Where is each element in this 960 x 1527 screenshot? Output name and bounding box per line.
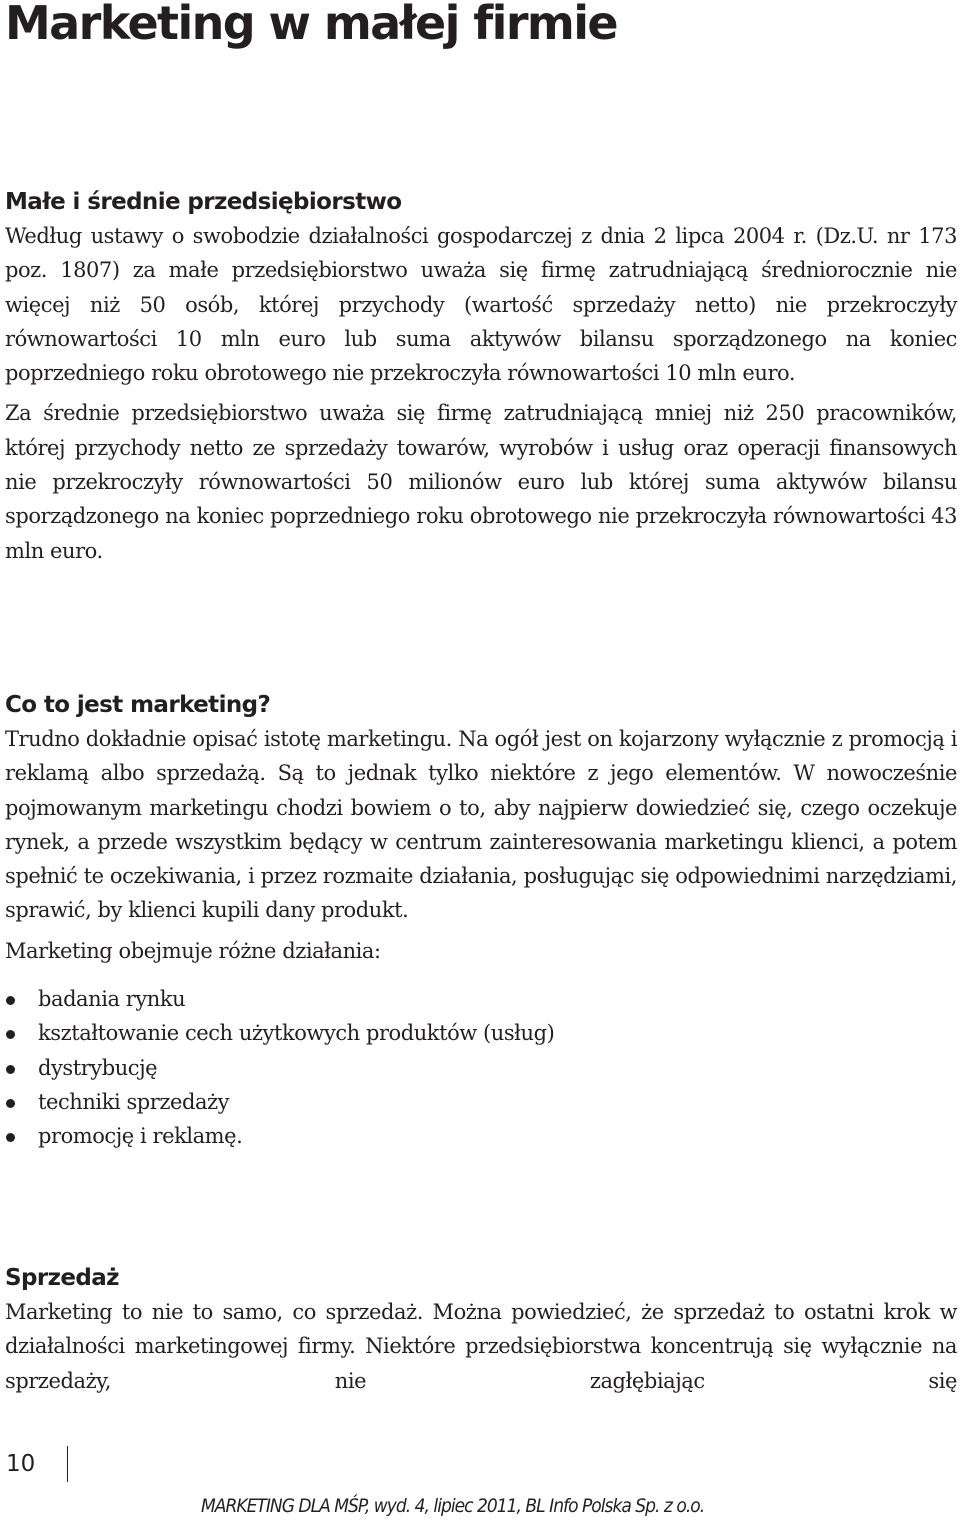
paragraph: Marketing to nie to samo, co sprzedaż. Można powiedzieć, że sprzedaż to ostatni krok w działalności marketingowej firmy. Niektóre przedsiębiorstwa koncentrują się wyłącznie na sprzedaży, nie zagłębiając się <box>5 1300 957 1393</box>
section-heading: Sprzedaż <box>5 1265 119 1291</box>
paragraph: Marketing obejmuje różne działania: <box>5 938 381 963</box>
bullet-icon <box>6 1030 15 1039</box>
list-item: promocję i reklamę. <box>5 1119 957 1153</box>
section-what-is-marketing <box>5 688 957 1154</box>
section-sales <box>5 1261 957 1404</box>
list-item: kształtowanie cech użytkowych produktów (usług) <box>5 1016 957 1050</box>
list-item: badania rynku <box>5 982 957 1016</box>
bullet-icon <box>6 1065 15 1074</box>
paragraph: Za średnie przedsiębiorstwo uważa się firmę zatrudniającą mniej niż 250 pracowników, której przychody netto ze sprzedaży towarów, wyrobów i usług oraz operacji finansowych nie przekroczyły równowartości 50 milionów euro lub której suma aktywów bilansu sporządzonego na koniec poprzedniego roku obrotowego nie przekroczyła równowartości 43 mln euro. <box>5 401 957 563</box>
list-item: techniki sprzedaży <box>5 1085 957 1119</box>
bullet-list <box>5 982 957 1153</box>
paragraph: Trudno dokładnie opisać istotę marketingu. Na ogół jest on kojarzony wyłącznie z promocją i reklamą albo sprzedażą. Są to jednak tylko niektóre z jego elementów. W nowocześnie pojmowanym marketingu chodzi bowiem o to, aby najpierw dowiedzieć się, czego oczekuje rynek, a przede wszystkim będący w centrum zainteresowania marketingu klienci, a potem spełnić te oczekiwania, i przez rozmaite działania, posługując się odpowiednimi narzędziami, sprawić, by klienci kupili dany produkt. <box>5 727 957 923</box>
section-sme <box>5 185 957 574</box>
section-heading: Co to jest marketing? <box>5 692 271 718</box>
page-title: Marketing w małej firmie <box>5 0 618 50</box>
page-number: 10 <box>6 1451 36 1477</box>
section-heading: Małe i średnie przedsiębiorstwo <box>5 189 402 215</box>
bullet-icon <box>6 1133 15 1142</box>
list-item: dystrybucję <box>5 1051 957 1085</box>
publication-footer: MARKETING DLA MŚP, wyd. 4, lipiec 2011, BL Info Polska Sp. z o.o. <box>201 1495 705 1517</box>
page-number-divider <box>67 1446 68 1482</box>
bullet-icon <box>6 996 15 1005</box>
paragraph: Według ustawy o swobodzie działalności gospodarczej z dnia 2 lipca 2004 r. (Dz.U. nr 173 poz. 1807) za małe przedsiębiorstwo uważa się firmę zatrudniającą średniorocznie nie więcej niż 50 osób, której przychody (wartość sprzedaży netto) nie przekroczyły równowartości 10 mln euro lub suma aktywów bilansu sporządzonego na koniec poprzedniego roku obrotowego nie przekroczyła równowartości 10 mln euro. <box>5 224 957 386</box>
bullet-icon <box>6 1099 15 1108</box>
